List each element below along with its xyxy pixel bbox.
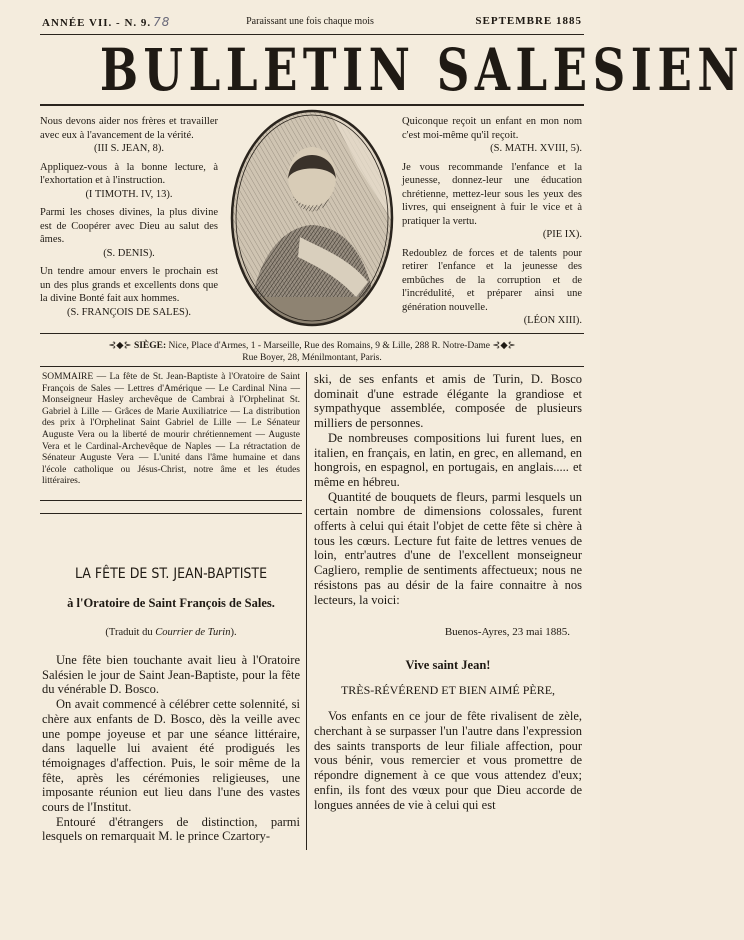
siege-label: SIÈGE: <box>133 341 167 351</box>
article-paragraph: On avait commencé à célébrer cette solennité, si chère aux enfants de D. Bosco, dès la veille avec une pompe joyeuse et par une séance littéraire, dans laquelle lui avaient été prodigués les témoignages d'affection. Puis, le soir même de la fête, après les cérémonies religieuses, une imposante réunion eut lieu dans l'une des vastes cours de l'Institut. <box>42 697 300 815</box>
handwritten-number: 78 <box>153 15 171 29</box>
column-divider <box>306 372 307 850</box>
quote-left-1: Nous devons aider nos frères et travailler avec eux à l'avancement de la vérité. (III S. JEAN, 8). <box>40 116 218 154</box>
translation-note: (Traduit du Courrier de Turin). <box>105 627 237 638</box>
siege-addresses <box>40 340 584 364</box>
ornament-right-icon: ⊰◆⊱ <box>492 341 516 351</box>
siege-rule-bottom <box>40 366 584 367</box>
frequency-note: Paraissant une fois chaque mois <box>246 16 374 27</box>
article-body-left <box>42 653 300 844</box>
summary-rule-2 <box>40 513 302 514</box>
article-paragraph: Entouré d'étrangers de distinction, parmi lesquels on remarquait M. le prince Czartory- <box>42 814 300 844</box>
siege-rule-top <box>40 333 584 334</box>
masthead-rule <box>40 104 584 106</box>
masthead-title: BULLETIN SALESIEN <box>99 36 744 104</box>
summary-text: — La fête de St. Jean-Baptiste à l'Oratoire de Saint François de Sales — Lettres d'Amérique — Le Cardinal Nina — Monseigneur Hasley archevêque de Cambrai à l'Orphelinat St. Gabriel à Lille — Grâces de Marie Auxiliatrice — La distribution des prix à l'Orphelinat Saint Gabriel de Lille — Le Sénateur Auguste Vera ou la liberté de mourir chrétiennement — Auguste Vera et le Cardinal-Archevêque de Naples — La rétractation de Sénateur Auguste Vera — L'unité dans l'âme humaine et dans l'école catholique ou Jésus-Christ, notre âme et les études littéraires. <box>42 372 300 487</box>
quote-right-2: Je vous recommande l'enfance et la jeunesse, donnez-leur une éducation chrétienne, mettez-leur sous les yeux des livres, qui enseignent à fuir le vice et à pratiquer la vertu. (PIE IX). <box>402 161 582 240</box>
article-paragraph: De nombreuses compositions lui furent lues, en italien, en français, en latin, en grec, en allemand, en hongrois, en espagnol, en portugais, en anglais..... et même en hébreu. <box>314 430 582 489</box>
article-paragraph: Quantité de bouquets de fleurs, parmi lesquels un certain nombre de dimensions colossales, furent offerts à celui qui était l'objet de cette fête si chère à tous les cœurs. Lecture fut faite de lettres venues de loin, entr'autres d'une de l'excellent monseigneur Cagliero, remplie de sentiments affectueux; nous ne résistons pas au désir de la faire connaitre à nos lecteurs, la voici: <box>314 489 582 607</box>
letter-body: Vos enfants en ce jour de fête rivalisent de zèle, cherchant à se surpasser l'un l'autre dans l'expression des saints transports de leur filiale affection, pour vous bénir, vous remercier et vous promettre de répondre dignement à ce que vous attendez d'eux; enfin, ils font des vœux pour que Dieu accorde de longues années de vie à celui qui est <box>314 709 582 812</box>
issue-label: ANNÉE VII. - N. 9. <box>42 17 152 29</box>
letter-dateline: Buenos-Ayres, 23 mai 1885. <box>444 626 570 639</box>
portrait-engraving <box>228 107 396 329</box>
article-title: LA FÊTE DE ST. JEAN-BAPTISTE <box>74 566 268 582</box>
top-rule <box>40 34 584 35</box>
quote-left-2: Appliquez-vous à la bonne lecture, à l'exhortation et à l'instruction. (I TIMOTH. IV, 13). <box>40 161 218 200</box>
siege-line1: Nice, Place d'Armes, 1 - Marseille, Rue des Romains, 9 & Lille, 288 R. Notre-Dame <box>168 341 491 351</box>
letter-salutation: TRÈS-RÉVÉREND ET BIEN AIMÉ PÈRE, <box>340 682 556 697</box>
ornament-left-icon: ⊰◆⊱ <box>108 341 132 351</box>
quote-left-4: Un tendre amour envers le prochain est un des plus grands et excellents dons que la divine Bonté fait aux hommes. (S. FRANÇOIS DE SALES). <box>40 266 218 318</box>
quote-right-1: Quiconque reçoit un enfant en mon nom c'est moi-même qu'il reçoit. (S. MATH. XVIII, 5). <box>402 116 582 154</box>
summary-label: SOMMAIRE <box>42 372 94 382</box>
article-paragraph: Une fête bien touchante avait lieu à l'Oratoire Salésien le jour de Saint Jean-Baptiste, pour la fête du vénérable D. Bosco. <box>42 653 300 697</box>
summary-rule <box>40 500 302 501</box>
siege-line2: Rue Boyer, 28, Ménilmontant, Paris. <box>242 353 382 363</box>
quotes-right <box>402 115 582 328</box>
quotes-left <box>40 115 218 319</box>
issue-date: SEPTEMBRE 1885 <box>475 15 582 27</box>
article-body-right <box>314 372 582 812</box>
article-paragraph: ski, de ses enfants et amis de Turin, D. Bosco dominait d'une estrade élégante la grandiose et sympathyque assemblée, composée de plusieurs milliers de personnes. <box>314 372 582 431</box>
summary-block <box>42 372 300 488</box>
letter-heading: Vive saint Jean! <box>405 657 491 672</box>
quote-right-3: Redoublez de forces et de talents pour retirer l'enfance et la jeunesse des embûches de la corruption et de l'incrédulité, et préparer ainsi une génération nouvelle. (LÉON XIII). <box>402 247 582 326</box>
quote-left-3: Parmi les choses divines, la plus divine est de Coopérer avec Dieu au salut des âmes. (S. DENIS). <box>40 207 218 259</box>
article-subtitle: à l'Oratoire de Saint François de Sales. <box>67 596 275 610</box>
source-name: Courrier de Turin <box>155 627 231 638</box>
